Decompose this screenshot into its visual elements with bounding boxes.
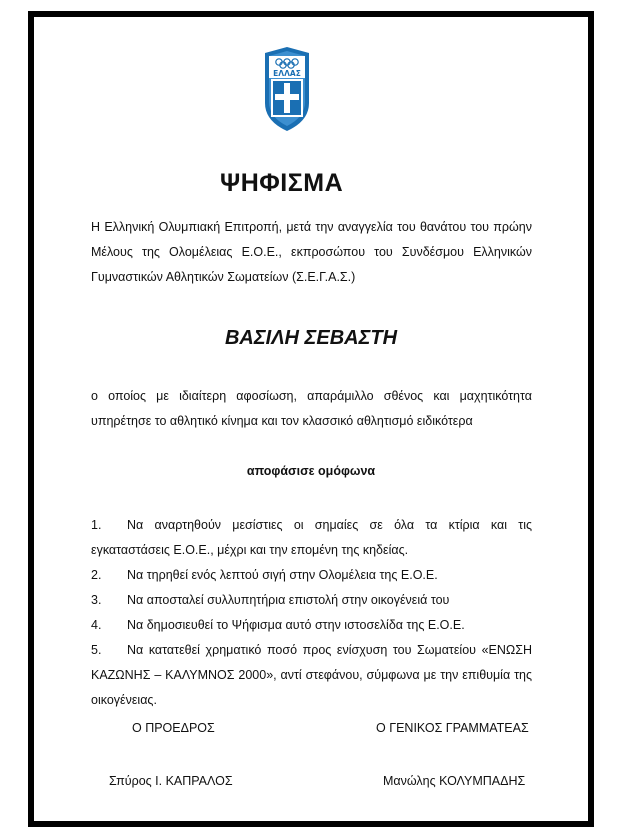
list-item-number: 3. [91,593,102,607]
resolution-list [91,513,532,713]
document-frame [28,11,594,827]
document-title: ΨΗΦΙΣΜΑ [220,169,344,197]
list-item [91,563,532,588]
decision-heading: αποφάσισε ομόφωνα [246,464,376,478]
list-item-text: Να κατατεθεί χρηματικό ποσό προς ενίσχυση του Σωματείου «ΕΝΩΣΗ ΚΑΖΩΝΗΣ – ΚΑΛΥΜΝΟΣ 2000», αντί στεφάνου, σύμφωνα με την επιθυμία της οικογένειας. [91,643,532,707]
cross-horizontal-icon [275,94,299,100]
list-item-number: 2. [91,568,102,582]
list-item-text: Να αποσταλεί συλλυπητήρια επιστολή στην οικογένειά του [127,593,450,607]
list-item-text: Να τηρηθεί ενός λεπτού σιγή στην Ολομέλεια της Ε.Ο.Ε. [127,568,438,582]
list-item-text: Να αναρτηθούν μεσίστιες οι σημαίες σε όλα τα κτίρια και τις εγκαταστάσεις Ε.Ο.Ε., μέχρι και την επομένη της κηδείας. [91,518,532,557]
president-title: Ο ΠΡΟΕΔΡΟΣ [132,721,215,735]
president-name: Σπύρος Ι. ΚΑΠΡΑΛΟΣ [109,774,233,788]
secretary-general-name: Μανώλης ΚΟΛΥΜΠΑΔΗΣ [383,774,526,788]
logo-text: ΕΛΛΑΣ [273,69,301,78]
list-item-text: Να δημοσιευθεί το Ψήφισμα αυτό στην ιστοσελίδα της Ε.Ο.Ε. [127,618,465,632]
honoree-name: ΒΑΣΙΛΗ ΣΕΒΑΣΤΗ [224,327,398,349]
secretary-general-title: Ο ΓΕΝΙΚΟΣ ΓΡΑΜΜΑΤΕΑΣ [376,721,529,735]
list-item [91,613,532,638]
description-paragraph: ο οποίος με ιδιαίτερη αφοσίωση, απαράμιλλο σθένος και μαχητικότητα υπηρέτησε το αθλητικό κίνημα και τον κλασσικό αθλητισμό ειδικότερα [91,389,532,428]
list-item [91,588,532,613]
list-item-number: 1. [91,518,102,532]
list-item-number: 5. [91,643,102,657]
list-item-number: 4. [91,618,102,632]
hellenic-olympic-committee-logo [262,45,312,133]
intro-paragraph: Η Ελληνική Ολυμπιακή Επιτροπή, μετά την αναγγελία του θανάτου του πρώην Μέλους της Ολομέλειας Ε.Ο.Ε., εκπροσώπου του Συνδέσμου Ελληνικών Γυμναστικών Αθλητικών Σωματείων (Σ.Ε.Γ.Α.Σ.) [91,220,532,284]
list-item [91,513,532,563]
list-item [91,638,532,713]
